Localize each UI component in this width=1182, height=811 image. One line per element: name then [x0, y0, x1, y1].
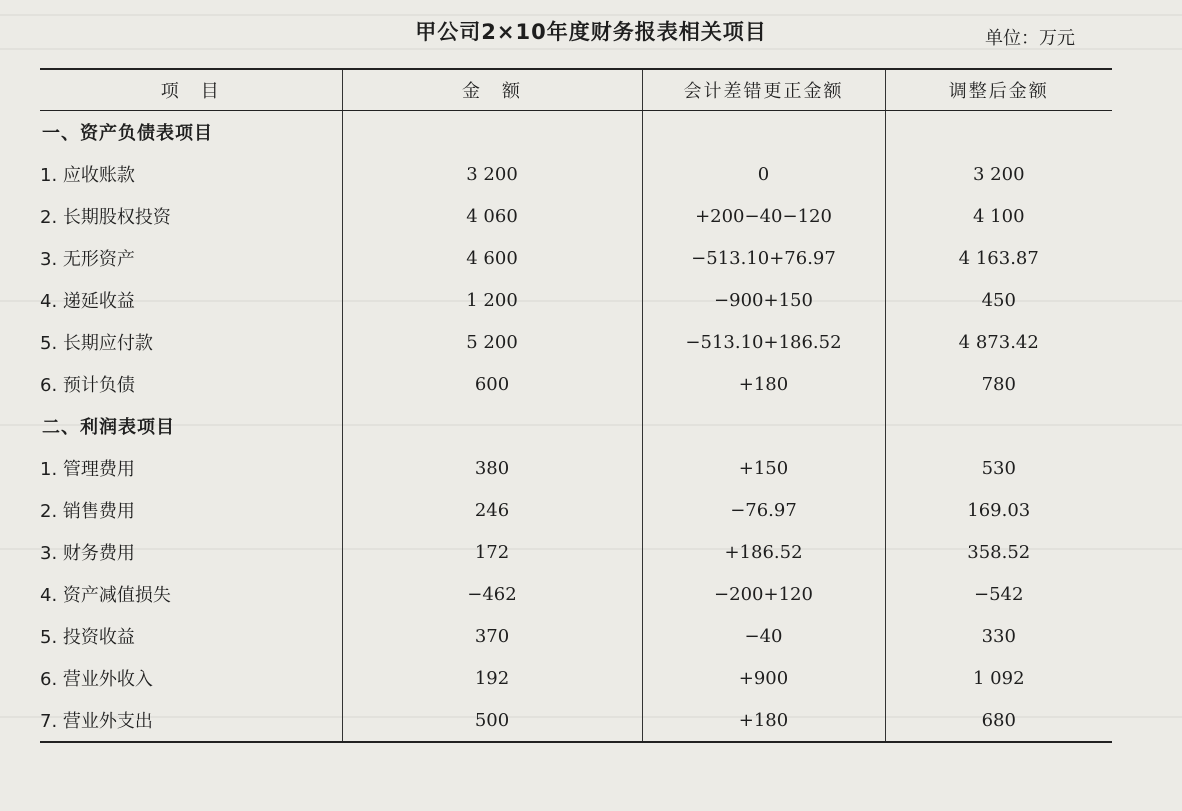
cell-adjusted: 330: [885, 615, 1112, 657]
cell-item: 4. 递延收益: [40, 291, 135, 312]
cell-correction: −200+120: [642, 573, 885, 615]
page-title: 甲公司2×10年度财务报表相关项目: [415, 20, 767, 44]
table-header-row: [40, 69, 1112, 111]
cell-amount: 370: [342, 615, 642, 657]
cell-amount: 192: [342, 657, 642, 699]
cell-item: 3. 无形资产: [40, 249, 135, 270]
cell-adjusted: 530: [885, 447, 1112, 489]
cell-correction: +900: [642, 657, 885, 699]
cell-correction: −513.10+186.52: [642, 321, 885, 363]
cell-correction: −76.97: [642, 489, 885, 531]
cell-item: 5. 长期应付款: [40, 333, 153, 354]
unit-label: 单位：万元: [985, 28, 1075, 49]
cell-amount: 4 600: [342, 237, 642, 279]
cell-adjusted: 780: [885, 363, 1112, 405]
cell-amount: 172: [342, 531, 642, 573]
header-adjusted: 调整后金额: [885, 69, 1112, 111]
cell-item: 二、利润表项目: [42, 417, 175, 438]
cell-adjusted: 169.03: [885, 489, 1112, 531]
table-row: [40, 531, 1112, 573]
table-row: [40, 237, 1112, 279]
table-row: [40, 279, 1112, 321]
cell-amount: −462: [342, 573, 642, 615]
cell-item: 1. 应收账款: [40, 165, 135, 186]
cell-adjusted: [885, 111, 1112, 154]
cell-adjusted: 358.52: [885, 531, 1112, 573]
financial-table: [40, 68, 1112, 743]
cell-item: 4. 资产减值损失: [40, 585, 171, 606]
cell-correction: +150: [642, 447, 885, 489]
cell-item: 3. 财务费用: [40, 543, 135, 564]
cell-correction: −900+150: [642, 279, 885, 321]
cell-item: 2. 销售费用: [40, 501, 135, 522]
table-row: [40, 321, 1112, 363]
cell-adjusted: 450: [885, 279, 1112, 321]
cell-amount: 500: [342, 699, 642, 742]
cell-adjusted: 4 163.87: [885, 237, 1112, 279]
cell-item: 一、资产负债表项目: [42, 123, 213, 144]
table-row: [40, 573, 1112, 615]
table-row: [40, 447, 1112, 489]
cell-amount: 600: [342, 363, 642, 405]
table-row: [40, 195, 1112, 237]
table-row: [40, 153, 1112, 195]
cell-correction: 0: [642, 153, 885, 195]
cell-amount: 3 200: [342, 153, 642, 195]
cell-adjusted: [885, 405, 1112, 447]
table-row: [40, 615, 1112, 657]
header-correction: 会计差错更正金额: [642, 69, 885, 111]
cell-adjusted: 1 092: [885, 657, 1112, 699]
cell-adjusted: 3 200: [885, 153, 1112, 195]
header-item: 项 目: [40, 69, 342, 111]
cell-item: 6. 营业外收入: [40, 669, 153, 690]
cell-adjusted: 4 100: [885, 195, 1112, 237]
cell-correction: −513.10+76.97: [642, 237, 885, 279]
cell-correction: +200−40−120: [642, 195, 885, 237]
cell-correction: +180: [642, 699, 885, 742]
cell-adjusted: 680: [885, 699, 1112, 742]
cell-adjusted: 4 873.42: [885, 321, 1112, 363]
table-row: [40, 657, 1112, 699]
cell-adjusted: −542: [885, 573, 1112, 615]
section-row: [40, 405, 1112, 447]
cell-item: 7. 营业外支出: [40, 699, 342, 742]
cell-amount: 4 060: [342, 195, 642, 237]
cell-correction: +186.52: [642, 531, 885, 573]
cell-correction: [642, 405, 885, 447]
cell-correction: [642, 111, 885, 154]
cell-amount: 1 200: [342, 279, 642, 321]
cell-correction: −40: [642, 615, 885, 657]
cell-item: 2. 长期股权投资: [40, 207, 171, 228]
header-amount: 金 额: [342, 69, 642, 111]
cell-amount: 5 200: [342, 321, 642, 363]
cell-amount: 246: [342, 489, 642, 531]
table-body: [40, 111, 1112, 743]
section-row: [40, 111, 1112, 154]
table-row: [40, 489, 1112, 531]
cell-item: 6. 预计负债: [40, 375, 135, 396]
cell-amount: [342, 405, 642, 447]
cell-correction: +180: [642, 363, 885, 405]
table-row: [40, 363, 1112, 405]
cell-item: 5. 投资收益: [40, 627, 135, 648]
cell-item: 1. 管理费用: [40, 459, 135, 480]
table-row: [40, 699, 1112, 742]
cell-amount: 380: [342, 447, 642, 489]
cell-amount: [342, 111, 642, 154]
